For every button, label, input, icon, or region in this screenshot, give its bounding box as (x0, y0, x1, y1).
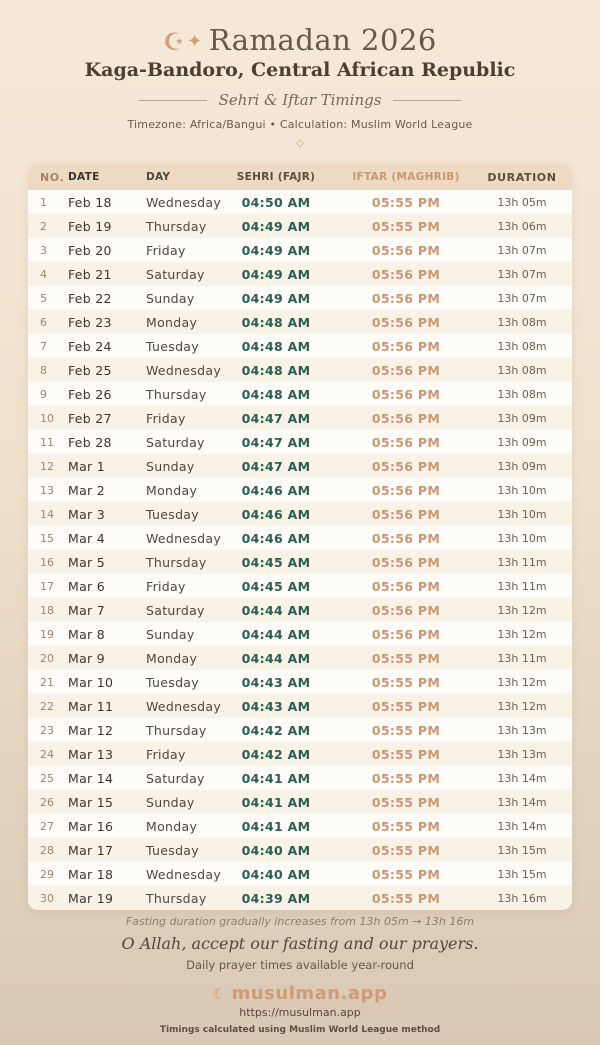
col-header-no: NO. (40, 170, 65, 184)
row-number: 27 (40, 819, 54, 833)
row-duration: 13h 15m (497, 843, 547, 857)
row-number: 16 (40, 555, 54, 569)
row-number: 6 (40, 315, 47, 329)
row-number: 11 (40, 435, 54, 449)
row-date: Feb 27 (68, 410, 112, 426)
row-number: 13 (40, 483, 54, 497)
row-day: Thursday (146, 722, 207, 738)
row-iftar-time: 05:55 PM (371, 818, 441, 834)
row-duration: 13h 08m (497, 339, 547, 353)
row-duration: 13h 11m (497, 651, 547, 665)
row-date: Mar 18 (68, 866, 114, 882)
row-date: Mar 13 (68, 746, 114, 762)
row-iftar-time: 05:55 PM (371, 866, 441, 882)
row-sehri-time: 04:47 AM (241, 458, 311, 474)
sparkle-icon: ✦ (187, 31, 203, 52)
row-duration: 13h 14m (497, 819, 547, 833)
row-date: Mar 6 (68, 578, 106, 594)
table-row (28, 502, 572, 526)
row-duration: 13h 12m (497, 675, 547, 689)
table-row (28, 838, 572, 862)
timezone-calculation-meta: Timezone: Africa/Bangui • Calculation: Muslim World League (127, 118, 473, 131)
row-sehri-time: 04:46 AM (241, 506, 311, 522)
row-date: Mar 19 (68, 890, 114, 906)
row-number: 21 (40, 675, 54, 689)
row-number: 24 (40, 747, 54, 761)
row-sehri-time: 04:48 AM (241, 314, 311, 330)
row-date: Feb 21 (68, 266, 112, 282)
row-day: Friday (146, 410, 186, 426)
timings-table (28, 164, 572, 910)
table-header-row (28, 164, 572, 190)
row-number: 7 (40, 339, 47, 353)
diamond-ornament-icon: ◇ (296, 138, 304, 149)
row-number: 23 (40, 723, 54, 737)
table-row (28, 430, 572, 454)
row-sehri-time: 04:47 AM (241, 434, 311, 450)
row-day: Thursday (146, 890, 207, 906)
row-date: Feb 22 (68, 290, 112, 306)
row-date: Mar 1 (68, 458, 106, 474)
row-iftar-time: 05:55 PM (371, 794, 441, 810)
row-day: Monday (146, 482, 198, 498)
row-duration: 13h 07m (497, 243, 547, 257)
row-date: Feb 20 (68, 242, 112, 258)
row-day: Wednesday (146, 362, 222, 378)
row-iftar-time: 05:56 PM (371, 530, 441, 546)
brand-url[interactable]: https://musulman.app (239, 1006, 361, 1019)
brand-link[interactable] (0, 983, 600, 1004)
row-day: Monday (146, 818, 198, 834)
row-date: Mar 2 (68, 482, 106, 498)
row-day: Sunday (146, 290, 195, 306)
row-sehri-time: 04:43 AM (241, 698, 311, 714)
row-sehri-time: 04:48 AM (241, 362, 311, 378)
row-iftar-time: 05:56 PM (371, 458, 441, 474)
row-iftar-time: 05:55 PM (371, 722, 441, 738)
table-row (28, 550, 572, 574)
row-sehri-time: 04:48 AM (241, 338, 311, 354)
row-number: 25 (40, 771, 54, 785)
row-day: Monday (146, 650, 198, 666)
crescent-star-icon: ☪ (163, 28, 186, 56)
table-row (28, 310, 572, 334)
col-header-iftar: IFTAR (MAGHRIB) (352, 171, 460, 183)
row-day: Saturday (146, 266, 205, 282)
row-sehri-time: 04:39 AM (241, 890, 311, 906)
row-iftar-time: 05:56 PM (371, 554, 441, 570)
row-iftar-time: 05:56 PM (371, 242, 441, 258)
row-sehri-time: 04:49 AM (241, 266, 311, 282)
row-iftar-time: 05:56 PM (371, 578, 441, 594)
row-duration: 13h 11m (497, 555, 547, 569)
row-duration: 13h 15m (497, 867, 547, 881)
row-date: Mar 3 (68, 506, 106, 522)
table-row (28, 814, 572, 838)
table-row (28, 526, 572, 550)
table-row (28, 238, 572, 262)
row-date: Mar 15 (68, 794, 114, 810)
row-date: Mar 17 (68, 842, 114, 858)
row-number: 29 (40, 867, 54, 881)
row-duration: 13h 10m (497, 531, 547, 545)
row-sehri-time: 04:49 AM (241, 290, 311, 306)
table-row (28, 406, 572, 430)
row-number: 3 (40, 243, 47, 257)
row-day: Sunday (146, 626, 195, 642)
row-date: Feb 26 (68, 386, 112, 402)
row-sehri-time: 04:41 AM (241, 818, 311, 834)
table-body (28, 190, 572, 910)
row-day: Tuesday (146, 674, 199, 690)
table-row (28, 574, 572, 598)
row-date: Mar 11 (68, 698, 114, 714)
row-sehri-time: 04:41 AM (241, 794, 311, 810)
row-sehri-time: 04:42 AM (241, 722, 311, 738)
row-date: Mar 16 (68, 818, 114, 834)
row-sehri-time: 04:49 AM (241, 242, 311, 258)
row-number: 26 (40, 795, 54, 809)
table-row (28, 718, 572, 742)
row-iftar-time: 05:56 PM (371, 338, 441, 354)
row-day: Monday (146, 314, 198, 330)
row-day: Sunday (146, 794, 195, 810)
row-day: Sunday (146, 458, 195, 474)
row-iftar-time: 05:56 PM (371, 290, 441, 306)
brand-name: musulman.app (231, 983, 388, 1004)
row-sehri-time: 04:50 AM (241, 194, 311, 210)
table-row (28, 598, 572, 622)
row-day: Saturday (146, 770, 205, 786)
row-number: 10 (40, 411, 54, 425)
row-number: 18 (40, 603, 54, 617)
row-date: Mar 9 (68, 650, 106, 666)
col-header-date: DATE (68, 171, 100, 183)
row-duration: 13h 08m (497, 363, 547, 377)
fasting-duration-note: Fasting duration gradually increases from 13h 05m → 13h 16m (125, 915, 475, 928)
row-number: 15 (40, 531, 54, 545)
table-row (28, 478, 572, 502)
row-iftar-time: 05:56 PM (371, 506, 441, 522)
col-header-day: DAY (146, 171, 171, 183)
row-duration: 13h 07m (497, 291, 547, 305)
row-iftar-time: 05:56 PM (371, 434, 441, 450)
row-duration: 13h 14m (497, 795, 547, 809)
table-row (28, 214, 572, 238)
row-day: Saturday (146, 434, 205, 450)
row-duration: 13h 10m (497, 483, 547, 497)
row-day: Wednesday (146, 194, 222, 210)
row-day: Thursday (146, 386, 207, 402)
table-row (28, 790, 572, 814)
row-day: Tuesday (146, 338, 199, 354)
table-row (28, 286, 572, 310)
row-sehri-time: 04:44 AM (241, 650, 311, 666)
row-iftar-time: 05:55 PM (371, 194, 441, 210)
table-row (28, 358, 572, 382)
row-duration: 13h 12m (497, 603, 547, 617)
row-number: 17 (40, 579, 54, 593)
row-day: Thursday (146, 554, 207, 570)
row-iftar-time: 05:55 PM (371, 698, 441, 714)
row-date: Mar 10 (68, 674, 114, 690)
row-duration: 13h 07m (497, 267, 547, 281)
row-number: 14 (40, 507, 54, 521)
row-sehri-time: 04:41 AM (241, 770, 311, 786)
row-duration: 13h 14m (497, 771, 547, 785)
row-iftar-time: 05:55 PM (371, 842, 441, 858)
page-title-line (0, 24, 600, 59)
page-header (0, 0, 600, 149)
row-sehri-time: 04:45 AM (241, 578, 311, 594)
row-day: Wednesday (146, 698, 222, 714)
row-duration: 13h 08m (497, 315, 547, 329)
row-iftar-time: 05:56 PM (371, 626, 441, 642)
brand-crescent-icon: ☾ (212, 985, 227, 1003)
calculation-method-note: Timings calculated using Muslim World League method (159, 1025, 441, 1035)
row-number: 12 (40, 459, 54, 473)
row-iftar-time: 05:56 PM (371, 602, 441, 618)
row-iftar-time: 05:55 PM (371, 770, 441, 786)
row-number: 22 (40, 699, 54, 713)
row-duration: 13h 13m (497, 723, 547, 737)
row-duration: 13h 10m (497, 507, 547, 521)
row-duration: 13h 05m (497, 195, 547, 209)
row-sehri-time: 04:48 AM (241, 386, 311, 402)
table-row (28, 886, 572, 910)
row-iftar-time: 05:55 PM (371, 650, 441, 666)
row-duration: 13h 09m (497, 459, 547, 473)
availability-note: Daily prayer times available year-round (186, 958, 414, 972)
row-duration: 13h 09m (497, 435, 547, 449)
row-date: Feb 25 (68, 362, 112, 378)
table-row (28, 454, 572, 478)
row-day: Thursday (146, 218, 207, 234)
row-day: Saturday (146, 602, 205, 618)
row-day: Wednesday (146, 866, 222, 882)
row-number: 19 (40, 627, 54, 641)
row-number: 2 (40, 219, 47, 233)
row-number: 5 (40, 291, 47, 305)
row-day: Tuesday (146, 506, 199, 522)
page-footer (0, 915, 600, 1035)
row-number: 30 (40, 891, 54, 905)
row-date: Feb 28 (68, 434, 112, 450)
row-number: 4 (40, 267, 47, 281)
table-row (28, 766, 572, 790)
row-sehri-time: 04:44 AM (241, 626, 311, 642)
row-sehri-time: 04:45 AM (241, 554, 311, 570)
row-sehri-time: 04:42 AM (241, 746, 311, 762)
row-sehri-time: 04:40 AM (241, 842, 311, 858)
row-iftar-time: 05:55 PM (371, 674, 441, 690)
row-iftar-time: 05:55 PM (371, 890, 441, 906)
row-date: Mar 8 (68, 626, 106, 642)
col-header-sehri: SEHRI (FAJR) (236, 171, 316, 183)
subtitle-divider (0, 91, 600, 109)
row-sehri-time: 04:47 AM (241, 410, 311, 426)
row-number: 20 (40, 651, 54, 665)
subtitle: Sehri & Iftar Timings (218, 91, 382, 109)
row-day: Wednesday (146, 530, 222, 546)
col-header-duration: DURATION (487, 170, 557, 184)
row-date: Mar 4 (68, 530, 106, 546)
table-row (28, 190, 572, 214)
location-title: Kaga-Bandoro, Central African Republic (84, 59, 516, 81)
table-row (28, 670, 572, 694)
row-iftar-time: 05:56 PM (371, 314, 441, 330)
row-duration: 13h 11m (497, 579, 547, 593)
row-sehri-time: 04:44 AM (241, 602, 311, 618)
row-sehri-time: 04:49 AM (241, 218, 311, 234)
row-duration: 13h 12m (497, 699, 547, 713)
row-date: Feb 18 (68, 194, 112, 210)
row-date: Mar 7 (68, 602, 106, 618)
row-iftar-time: 05:55 PM (371, 746, 441, 762)
row-date: Mar 12 (68, 722, 114, 738)
row-iftar-time: 05:56 PM (371, 482, 441, 498)
row-duration: 13h 13m (497, 747, 547, 761)
table-row (28, 862, 572, 886)
row-date: Feb 24 (68, 338, 112, 354)
dua-text: O Allah, accept our fasting and our prayers. (121, 934, 479, 953)
row-duration: 13h 12m (497, 627, 547, 641)
table-row (28, 622, 572, 646)
table-row (28, 742, 572, 766)
row-date: Feb 19 (68, 218, 112, 234)
row-iftar-time: 05:56 PM (371, 266, 441, 282)
page-title: Ramadan 2026 (208, 23, 437, 57)
table-row (28, 694, 572, 718)
row-iftar-time: 05:56 PM (371, 410, 441, 426)
row-number: 9 (40, 387, 47, 401)
row-date: Feb 23 (68, 314, 112, 330)
row-iftar-time: 05:55 PM (371, 218, 441, 234)
table-row (28, 262, 572, 286)
row-sehri-time: 04:46 AM (241, 530, 311, 546)
table-row (28, 646, 572, 670)
divider-line-right (393, 100, 461, 101)
row-day: Friday (146, 746, 186, 762)
row-sehri-time: 04:40 AM (241, 866, 311, 882)
row-sehri-time: 04:46 AM (241, 482, 311, 498)
row-date: Mar 5 (68, 554, 106, 570)
row-number: 28 (40, 843, 54, 857)
table-row (28, 382, 572, 406)
row-number: 8 (40, 363, 47, 377)
row-sehri-time: 04:43 AM (241, 674, 311, 690)
row-day: Friday (146, 578, 186, 594)
row-duration: 13h 06m (497, 219, 547, 233)
row-iftar-time: 05:56 PM (371, 362, 441, 378)
row-number: 1 (40, 195, 47, 209)
row-duration: 13h 09m (497, 411, 547, 425)
divider-line-left (139, 100, 207, 101)
row-day: Tuesday (146, 842, 199, 858)
row-date: Mar 14 (68, 770, 114, 786)
row-day: Friday (146, 242, 186, 258)
row-iftar-time: 05:56 PM (371, 386, 441, 402)
row-duration: 13h 08m (497, 387, 547, 401)
table-row (28, 334, 572, 358)
row-duration: 13h 16m (497, 891, 547, 905)
